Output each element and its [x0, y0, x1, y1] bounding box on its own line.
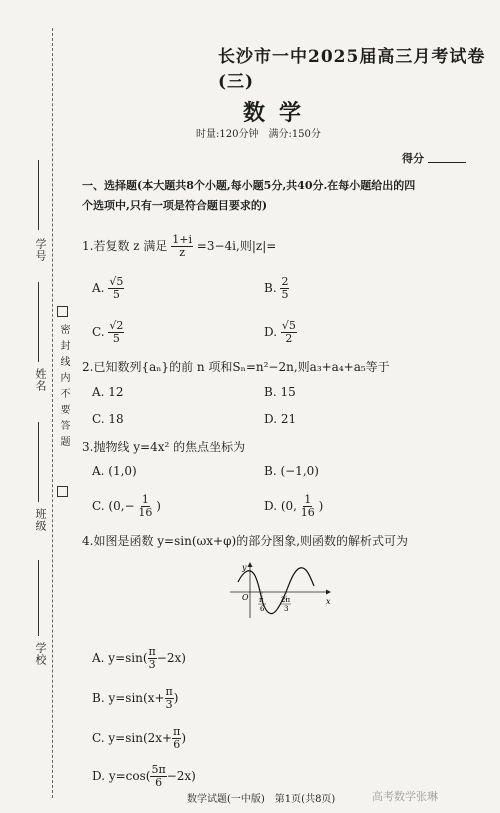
q3-option-c[interactable]: [92, 494, 161, 519]
q3-d-den: 16: [300, 506, 315, 519]
q4-d-post: −2x): [166, 769, 196, 783]
q1-option-b[interactable]: [264, 276, 289, 301]
graph-tick2-den: 3: [284, 605, 289, 613]
subject-title: 数学: [243, 100, 316, 126]
q1-option-a[interactable]: [92, 276, 124, 301]
q4-c-den: 6: [173, 738, 181, 751]
question-3: 3.抛物线 y=4x² 的焦点坐标为: [82, 440, 246, 454]
q1-d-num: √5: [281, 319, 296, 332]
binding-dashed-line: [52, 28, 53, 798]
score-blank: [428, 162, 466, 163]
q1-a-num: √5: [109, 275, 124, 288]
q1-option-c[interactable]: [92, 320, 124, 345]
q4-b-den: 3: [165, 698, 173, 711]
q2-option-d[interactable]: D. 21: [264, 412, 297, 426]
q1-c-den: 5: [112, 332, 120, 345]
graph-origin: O: [242, 593, 249, 602]
q4-d-num: 5π: [151, 763, 166, 776]
q4-c-num: π: [173, 725, 181, 738]
class-label: 班级: [34, 508, 47, 532]
section-heading-line1: 一、选择题(本大题共8个小题,每小题5分,共40分.在每小题给出的四: [82, 179, 416, 192]
q1-frac-den: z: [179, 246, 185, 259]
q1-d-den: 2: [285, 332, 293, 345]
q1-b-label: B.: [264, 281, 277, 295]
question-2: 2.已知数列{aₙ}的前 n 项和Sₙ=n²−2n,则a₃+a₄+a₅等于: [82, 360, 390, 374]
q1-a-label: A.: [92, 281, 105, 295]
q4-c-pre: C. y=sin(2x+: [92, 731, 173, 745]
graph-tick1-den: 6: [260, 605, 265, 613]
q4-a-post: −2x): [156, 651, 186, 665]
q3-d-num: 1: [304, 493, 312, 506]
q1-prefix: 1.若复数 z 满足: [82, 239, 168, 253]
exam-title: 长沙市一中2025届高三月考试卷(三): [218, 47, 486, 92]
score-label: 得分: [402, 152, 424, 165]
q1-fraction: [171, 234, 193, 259]
q4-a-num: π: [148, 645, 156, 658]
q3-option-d[interactable]: [264, 494, 323, 519]
q4-a-pre: A. y=sin(: [92, 651, 148, 665]
q4-d-den: 6: [155, 776, 163, 789]
q4-b-post: ): [173, 691, 179, 705]
q1-c-frac: [108, 320, 124, 345]
seal-notice: 密封线内不要答题: [58, 324, 69, 452]
q4-option-c[interactable]: [92, 726, 186, 751]
y-axis-arrow: [248, 562, 253, 567]
q3-c-num: 1: [141, 493, 149, 506]
name-line: [38, 282, 39, 362]
q3-option-a[interactable]: A. (1,0): [92, 464, 137, 478]
q3-c-frac: [138, 494, 152, 519]
q4-option-b[interactable]: [92, 686, 178, 711]
q1-b-num: 2: [281, 275, 289, 288]
page-footer: 数学试题(一中版) 第1页(共8页): [187, 794, 336, 805]
q1-b-den: 5: [281, 288, 289, 301]
q4-d-pre: D. y=cos(: [92, 769, 151, 783]
q2-option-a[interactable]: A. 12: [92, 385, 124, 399]
q4-b-pre: B. y=sin(x+: [92, 691, 165, 705]
school-label: 学校: [34, 642, 47, 666]
section-heading: [82, 176, 477, 216]
q4-d-frac: [150, 764, 166, 789]
q3-option-b[interactable]: B. (−1,0): [264, 464, 319, 478]
q1-a-frac: [108, 276, 124, 301]
q3-d-label: D. (0,: [264, 499, 297, 513]
section-heading-line2: 个选项中,只有一项是符合题目要求的): [82, 199, 268, 212]
q2-option-c[interactable]: C. 18: [92, 412, 124, 426]
question-4: 4.如图是函数 y=sin(ωx+φ)的部分图象,则函数的解析式可为: [82, 534, 409, 548]
q4-sine-graph: [226, 560, 338, 622]
q4-b-frac: [165, 686, 174, 711]
q4-c-frac: [172, 726, 181, 751]
graph-y-label: y: [242, 563, 247, 572]
q3-d-close: ): [318, 499, 324, 513]
watermark-text: 高考数学张琳: [372, 790, 438, 803]
q1-frac-num: 1+i: [172, 233, 192, 246]
q1-b-frac: [280, 276, 289, 301]
student-no-line: [38, 160, 39, 230]
class-line: [38, 422, 39, 502]
q4-c-post: ): [181, 731, 187, 745]
seal-square-top: [57, 306, 68, 317]
exam-meta: 时量:120分钟 满分:150分: [196, 129, 321, 140]
graph-x-label: x: [326, 597, 331, 606]
sine-curve: [238, 568, 314, 614]
q1-d-frac: [281, 320, 297, 345]
school-line: [38, 560, 39, 636]
q4-a-den: 3: [148, 658, 156, 671]
seal-square-bottom: [57, 486, 68, 497]
q1-d-label: D.: [264, 325, 278, 339]
q3-c-den: 16: [138, 506, 153, 519]
q1-a-den: 5: [112, 288, 120, 301]
question-1: [82, 234, 276, 259]
q3-d-frac: [301, 494, 315, 519]
student-no-label: 学号: [34, 238, 47, 262]
q1-c-num: √2: [109, 319, 124, 332]
x-axis-arrow: [326, 590, 331, 595]
q4-option-a[interactable]: [92, 646, 186, 671]
q4-option-d[interactable]: [92, 764, 196, 789]
q3-c-label: C. (0,−: [92, 499, 135, 513]
q1-option-d[interactable]: [264, 320, 297, 345]
name-label: 姓名: [34, 368, 47, 392]
graph-tick2-num: 2π: [281, 596, 291, 604]
q1-c-label: C.: [92, 325, 105, 339]
q2-option-b[interactable]: B. 15: [264, 385, 296, 399]
q3-c-close: ): [156, 499, 161, 513]
q4-a-frac: [148, 646, 157, 671]
q4-b-num: π: [165, 685, 173, 698]
graph-tick1-num: π: [259, 596, 264, 604]
q1-suffix: =3−4i,则|z|=: [196, 239, 277, 253]
